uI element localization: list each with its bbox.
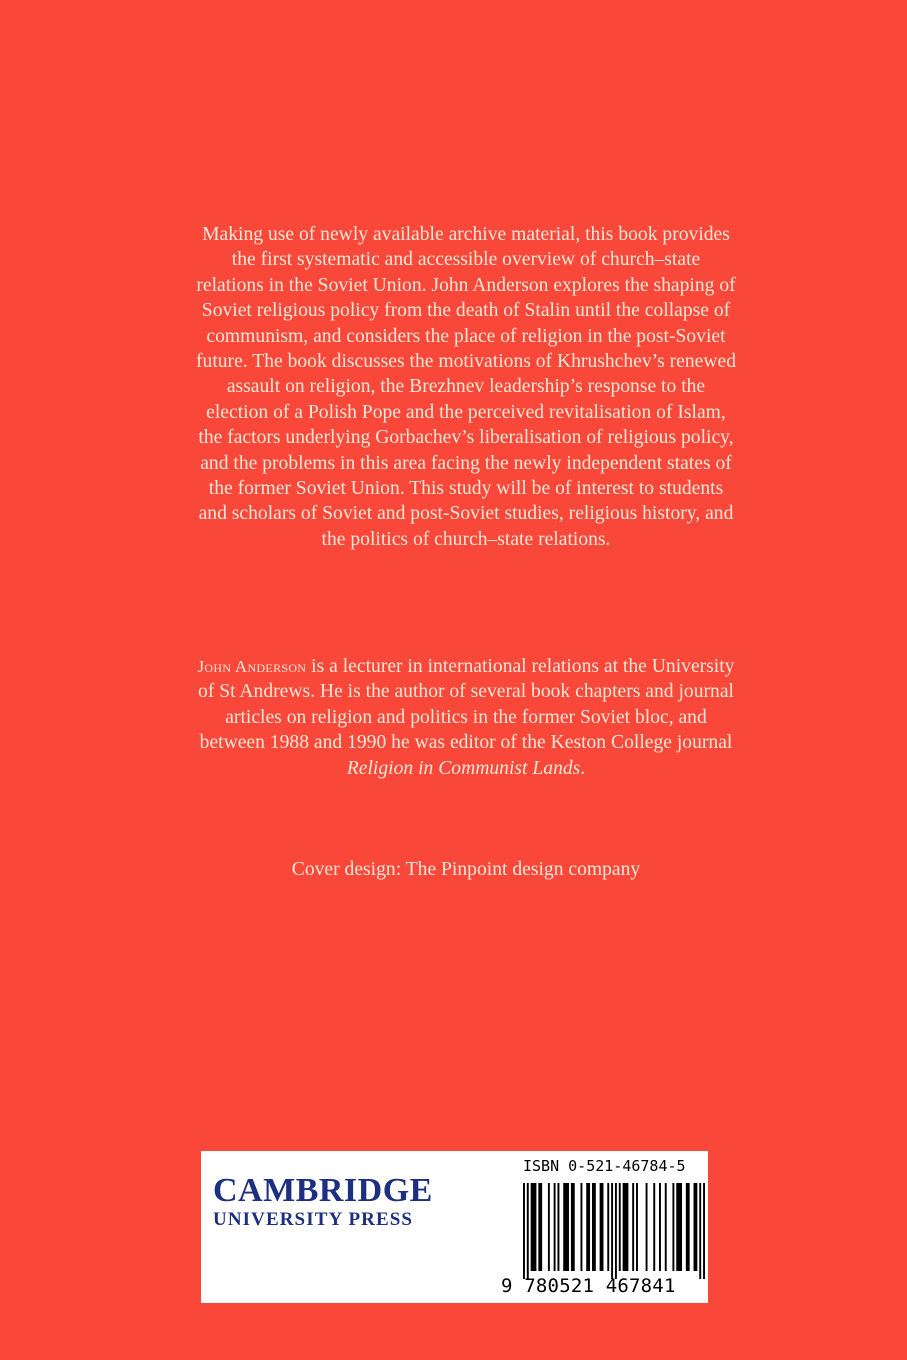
barcode-bar: [619, 1183, 621, 1271]
barcode-bar: [699, 1183, 701, 1279]
barcode-bar: [586, 1183, 590, 1271]
barcode-bar: [665, 1183, 667, 1271]
barcode-bar: [580, 1183, 582, 1271]
publisher-subtitle: UNIVERSITY PRESS: [213, 1209, 414, 1230]
barcode-bar: [653, 1183, 655, 1271]
barcode-bar: [672, 1183, 674, 1271]
barcode-bar: [527, 1183, 529, 1279]
barcode-bar: [548, 1183, 550, 1271]
isbn-label: ISBN 0-521-46784-5: [523, 1157, 686, 1175]
barcode-bar: [694, 1183, 698, 1271]
barcode-bar: [623, 1183, 629, 1271]
barcode-bar: [592, 1183, 596, 1271]
author-name: John Anderson: [197, 657, 307, 676]
publisher-name: CAMBRIDGE: [213, 1172, 433, 1209]
barcode-bar: [636, 1183, 638, 1271]
journal-title: Religion in Communist Lands: [346, 757, 581, 779]
barcode-digits: 9 780521 467841: [501, 1275, 676, 1297]
cover-design-credit: Cover design: The Pinpoint design company: [291, 859, 641, 880]
barcode-bar: [554, 1183, 556, 1271]
author-bio: [196, 654, 736, 781]
barcode-bar: [538, 1183, 542, 1271]
publisher-logo: [213, 1173, 453, 1231]
barcode-bar: [676, 1183, 682, 1271]
barcode-bar: [611, 1183, 613, 1279]
barcode-bar: [607, 1183, 609, 1271]
barcode-bar: [615, 1183, 617, 1279]
barcode-bar: [703, 1183, 705, 1279]
book-description: Making use of newly available archive material, this book provides the first systematic and accessible overview of church–state relations in the Soviet Union. John Anderson explores the shaping of Soviet religious policy from the death of Stalin until the collapse of communism, and considers the place of religion in the post-Soviet future. The book discusses the motivations of Khrushchev’s renewed assault on religion, the Brezhnev leadership’s response to the election of a Polish Pope and the perceived revitalisation of Islam, the factors underlying Gorbachev’s liberalisation of religious policy, and the problems in this area facing the newly independent states of the former Soviet Union. This study will be of interest to students and scholars of Soviet and post-Soviet studies, religious history, and the politics of church–state relations.: [196, 224, 736, 550]
barcode-bar: [571, 1183, 575, 1271]
barcode-bar: [659, 1183, 661, 1271]
barcode-bar: [531, 1183, 537, 1271]
barcode-bar: [686, 1183, 690, 1271]
barcode-bar: [646, 1183, 648, 1271]
barcode-bar: [563, 1183, 569, 1271]
barcode-bar: [632, 1183, 634, 1271]
author-bio-text: is a lecturer in international relations at the University of St Andrews. He is the author of several book chapters and journal articles on religion and politics in the former Soviet bloc, and between 1988 and 1990 he was editor of the Keston College journal: [198, 656, 735, 754]
barcode-bar: [600, 1183, 604, 1271]
author-bio-end: .: [580, 757, 586, 779]
imprint-box: [201, 1151, 708, 1303]
barcode-icon: [523, 1183, 705, 1279]
barcode-bar: [523, 1183, 525, 1279]
barcode-bar: [557, 1183, 559, 1271]
